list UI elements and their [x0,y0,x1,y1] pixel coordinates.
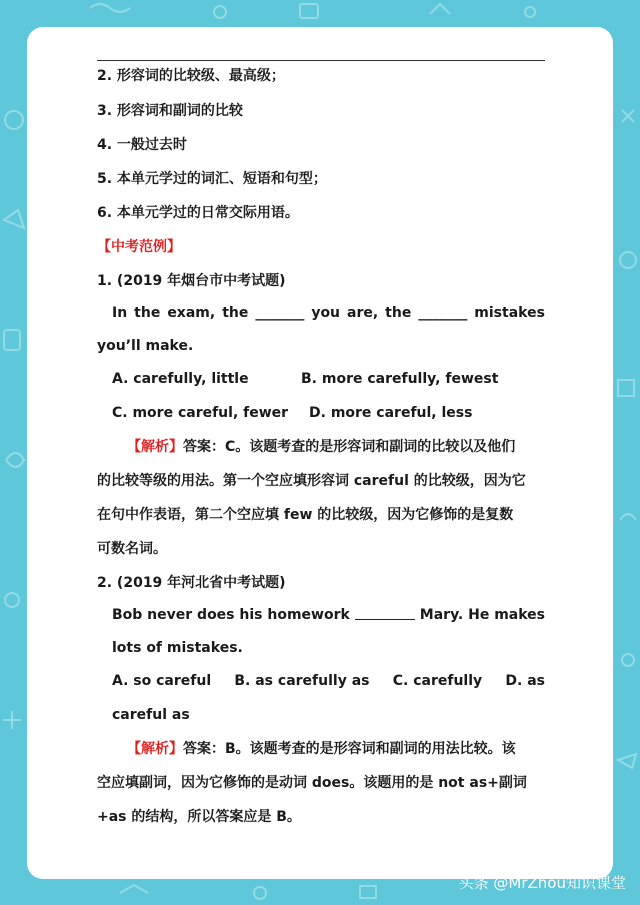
q2-analysis-text: 答案：B。该题考查的是形容词和副词的用法比较。该 [183,741,516,757]
top-rule [97,60,545,61]
topic-item-6: 6. 本单元学过的日常交际用语。 [97,205,299,221]
q1-option-d: D. more careful, less [309,405,473,421]
q2-stem-line2: lots of mistakes. [112,640,243,656]
q1-stem-line1 [112,303,545,323]
q1-analysis-tag: 【解析】 [127,439,183,455]
q1-blank: _______ [418,305,468,321]
q2-stem-line1 [112,605,545,625]
q1-word: exam, [167,305,216,321]
document-card [27,27,613,879]
q2-option-c: C. carefully [392,673,483,689]
q1-word: mistakes [474,305,545,321]
q1-stem-line2: you’ll make. [97,338,194,354]
q1-word: are, [347,305,379,321]
q1-analysis-line2: 的比较等级的用法。第一个空应填形容词 careful 的比较级，因为它 [97,473,526,489]
q2-analysis-tag: 【解析】 [127,741,183,757]
q1-blank: _______ [255,305,305,321]
q2-heading: 2. (2019 年河北省中考试题) [97,575,286,591]
q1-option-c: C. more careful, fewer [112,405,289,421]
q2-analysis-line2: 空应填副词，因为它修饰的是动词 does。该题用的是 not as+副词 [97,775,527,791]
source-watermark: 头条 @MrZhou知识课堂 [458,874,626,892]
q2-analysis-line1 [127,739,516,759]
section-title: 【中考范例】 [97,239,181,255]
q1-analysis-line3: 在句中作表语，第二个空应填 few 的比较级，因为它修饰的是复数 [97,507,514,523]
q1-word: In [112,305,128,321]
q2-option-b: B. as carefully as [234,673,370,689]
q2-option-d: D. as [505,673,545,689]
topic-item-5: 5. 本单元学过的词汇、短语和句型； [97,171,327,187]
q1-word: the [134,305,161,321]
q2-options-row [112,671,545,691]
q1-heading: 1. (2019 年烟台市中考试题) [97,273,286,289]
q2-option-a: A. so careful [112,673,212,689]
q2-stem-part-a: Bob never does his homework [112,607,350,623]
topic-item-4: 4. 一般过去时 [97,137,187,153]
q1-option-b: B. more carefully, fewest [301,371,499,387]
q2-stem-part-b: Mary. He makes [419,607,545,623]
topic-item-3: 3. 形容词和副词的比较 [97,103,243,119]
q2-option-d-cont: careful as [112,707,190,723]
topic-item-2: 2. 形容词的比较级、最高级； [97,68,285,84]
q2-analysis-line3: +as 的结构，所以答案应是 B。 [97,809,301,825]
q1-word: the [385,305,412,321]
q1-option-a: A. carefully, little [112,371,249,387]
q1-word: you [311,305,341,321]
q2-blank [355,605,415,620]
q1-word: the [222,305,249,321]
q1-analysis-text: 答案：C。该题考查的是形容词和副词的比较以及他们 [183,439,516,455]
q1-analysis-line4: 可数名词。 [97,541,167,557]
q1-analysis-line1 [127,437,515,457]
